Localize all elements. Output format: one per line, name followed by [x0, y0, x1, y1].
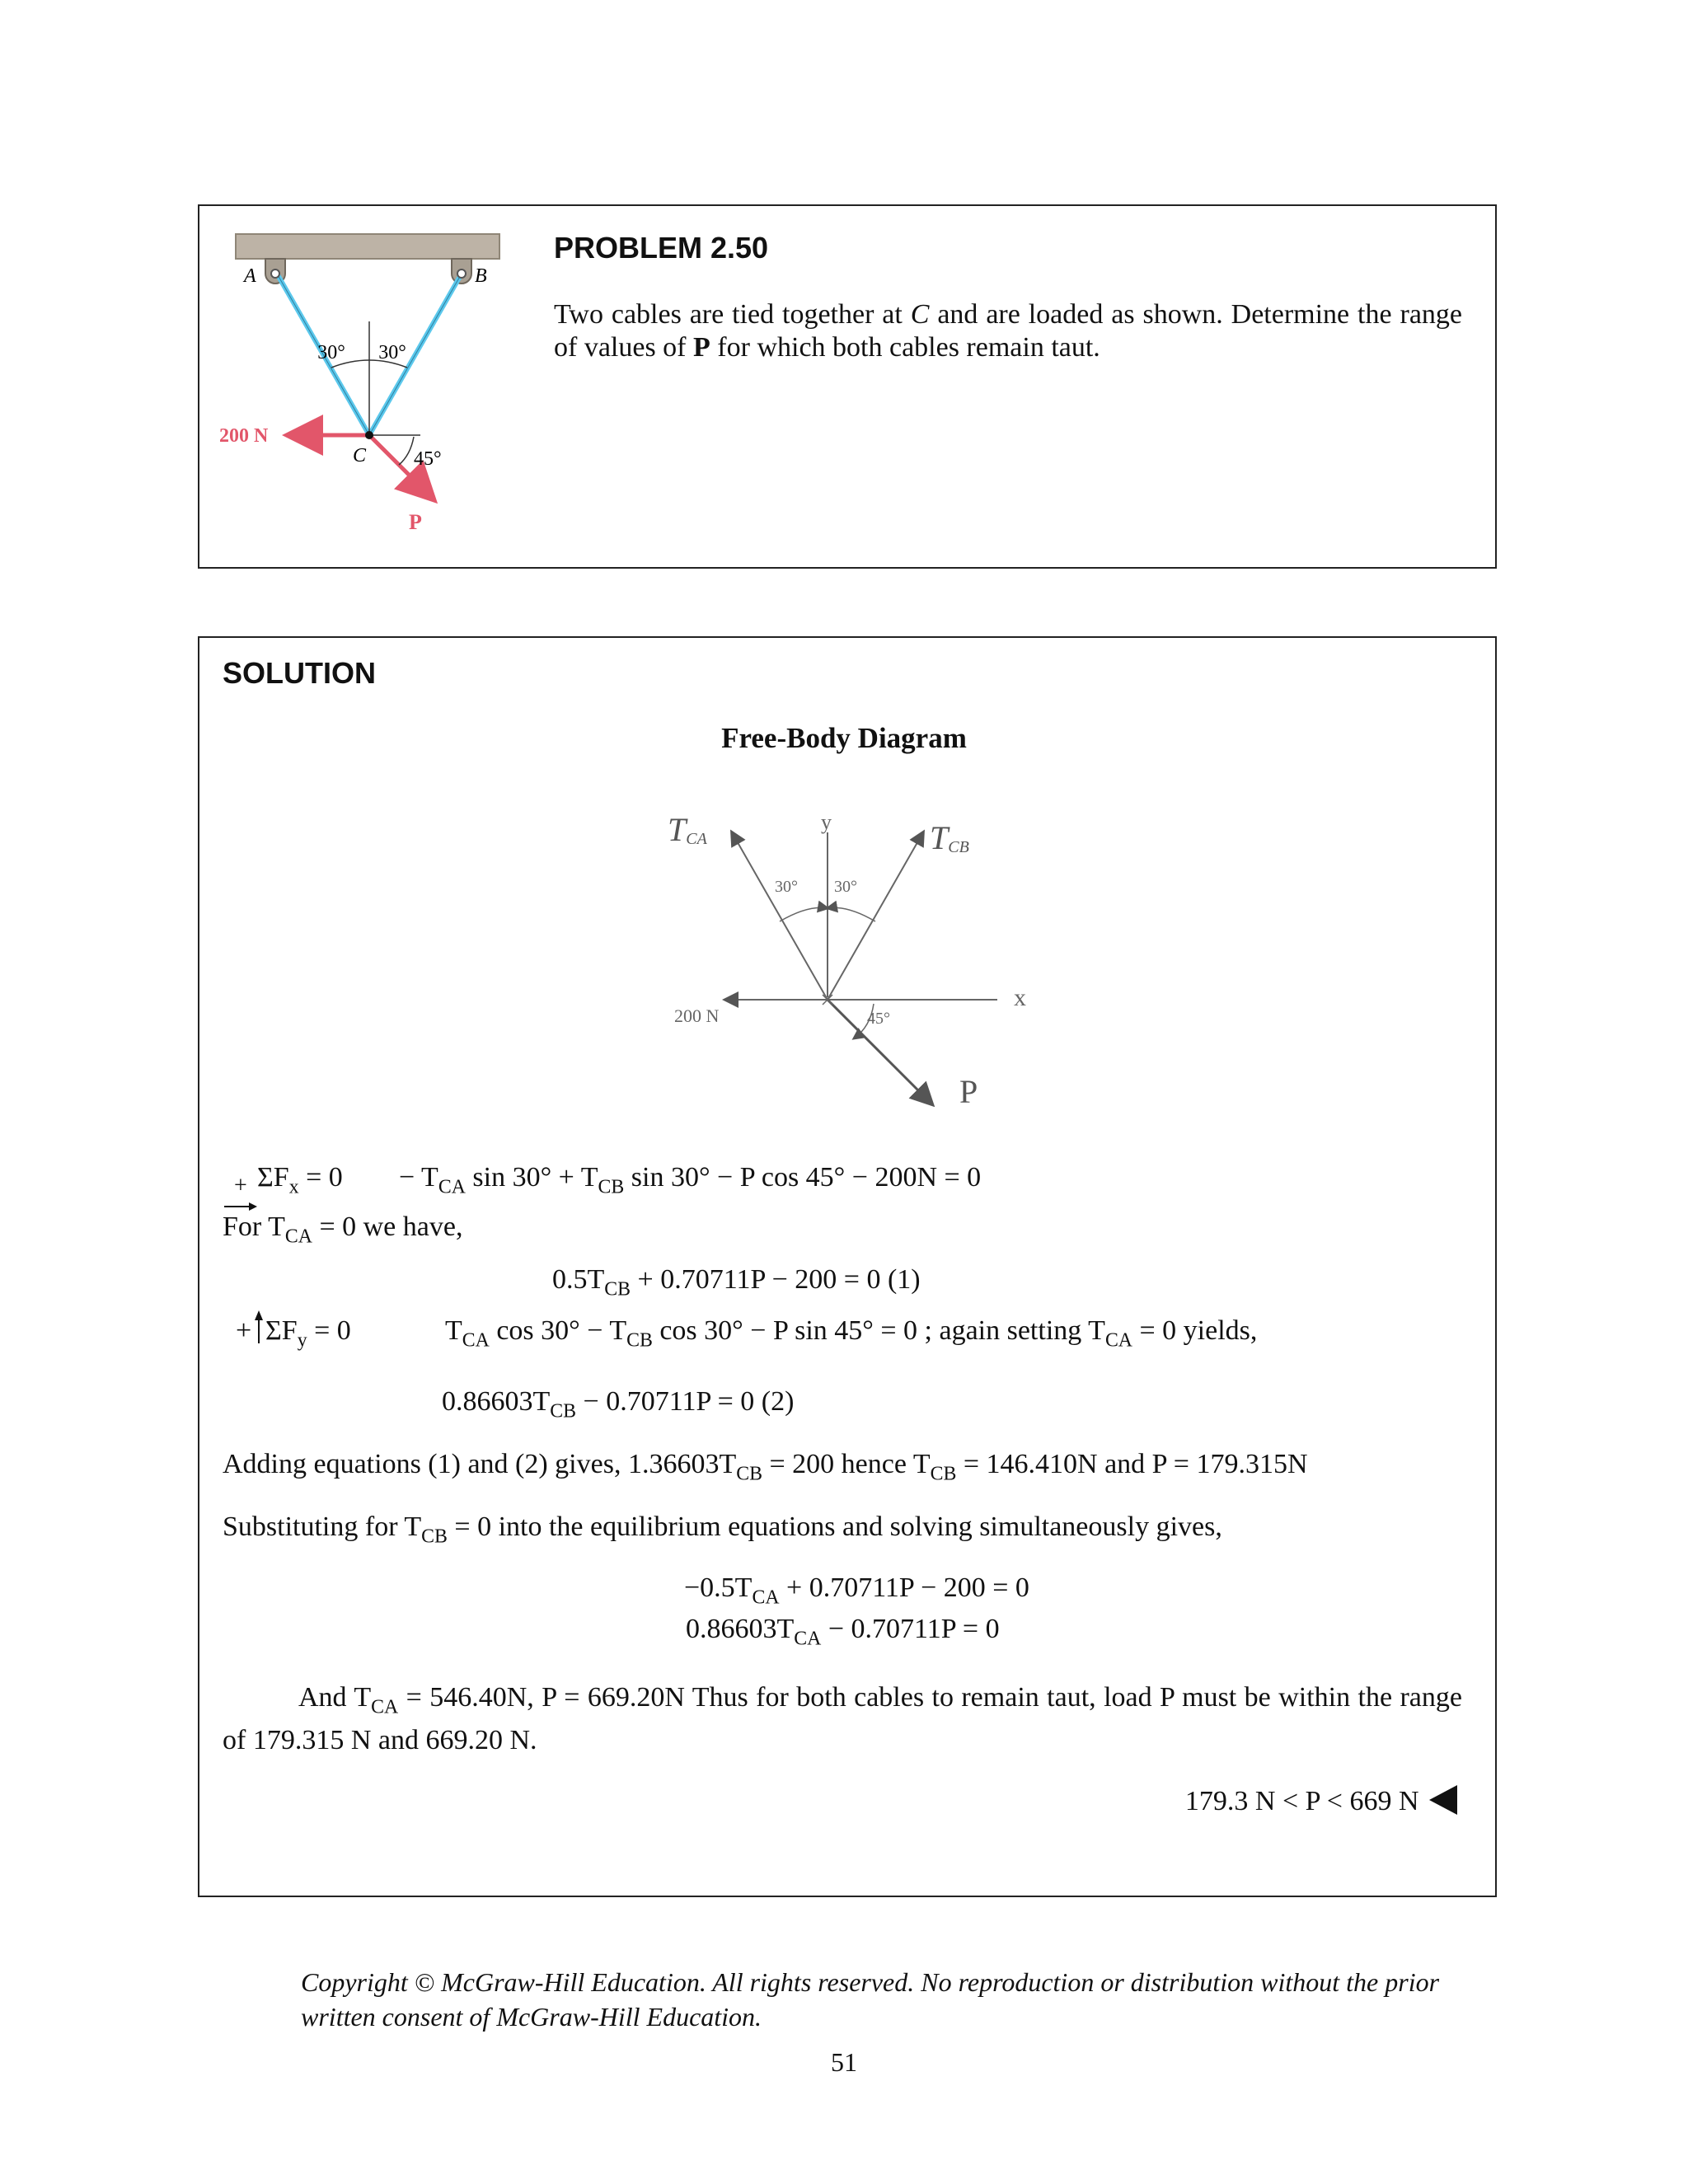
fbd-tcb-label: TCB	[930, 819, 969, 856]
sum-fy-sign: +	[236, 1317, 265, 1345]
fbd-tca-label: TCA	[668, 811, 707, 848]
adding-equations-line: Adding equations (1) and (2) gives, $1.36603T_{CB} = 200$ hence $T_{CB} = 146.410N$ and P = 179.315N	[223, 1449, 1308, 1485]
page-number: 51	[831, 2047, 857, 2077]
ceiling-support	[236, 234, 499, 259]
angle-right-label: 30°	[378, 342, 406, 363]
free-body-diagram	[651, 799, 1063, 1129]
fbd-x-label: x	[1014, 984, 1026, 1011]
problem-statement: Two cables are tied together at C and are loaded as shown. Determine the range of values of P for which both cables remain taut.	[554, 299, 1462, 363]
problem-title: PROBLEM 2.50	[554, 231, 769, 265]
equation-3: $-0.5T_{CA} + 0.70711P - 200 = 0$	[684, 1572, 1029, 1609]
fbd-force-200n-label: 200 N	[674, 1005, 720, 1026]
label-a: A	[244, 265, 256, 287]
angle-p-label: 45°	[414, 448, 442, 470]
sum-fx-label: + $\Sigma F_x = 0$	[224, 1164, 343, 1192]
tcb-vector	[828, 832, 923, 1000]
copyright-notice: Copyright © McGraw-Hill Education. All rights reserved. No reproduction or distribution without the prior written consent of McGraw-Hill Education.	[301, 1967, 1440, 2032]
fbd-angle-p-label: 45°	[867, 1010, 890, 1028]
fbd-force-p-label: P	[959, 1073, 978, 1110]
sum-fy-label: + $\Sigma F_y = 0$	[236, 1317, 351, 1345]
equation-2: $0.86603T_{CB} - 0.70711P = 0$ (2)	[442, 1386, 795, 1422]
angle-left-label: 30°	[317, 342, 345, 363]
problem-figure	[208, 223, 521, 552]
label-c: C	[353, 445, 367, 466]
solution-title: SOLUTION	[223, 656, 376, 690]
conclusion-paragraph: And $T_{CA} = 546.40N$, P = 669.20N Thus for both cables to remain taut, load P must be within the range of 179.315 N and 669.20 N.	[223, 1682, 1462, 1755]
force-p-label: P	[409, 510, 422, 534]
answer-marker-icon	[1429, 1785, 1457, 1815]
equation-1: $0.5T_{CB} + 0.70711P - 200 = 0$ (1)	[552, 1264, 921, 1301]
equation-4: $0.86603T_{CA} - 0.70711P = 0$	[686, 1614, 1000, 1650]
label-b: B	[475, 265, 487, 287]
final-answer: 179.3 N < P < 669 N	[1185, 1785, 1457, 1816]
equation-fy: $T_{CA}$ $\cos 30^\circ - T_{CB}$ cos 30° − P sin 45° = 0 ; again setting $T_{CA} = 0$ yields,	[445, 1315, 1258, 1352]
equation-fx: − $T_{CA}$ $\sin 30^\circ + T_{CB}$ sin 30° − P cos 45° − 200N = 0	[399, 1162, 982, 1198]
for-tca-line: For $T_{CA} = 0$ we have,	[223, 1212, 463, 1248]
fbd-angle-right-label: 30°	[834, 878, 857, 896]
force-200n-label: 200 N	[219, 425, 269, 447]
fbd-angle-left-label: 30°	[775, 878, 798, 896]
fbd-y-label: y	[821, 810, 832, 834]
fbd-title: Free-Body Diagram	[721, 722, 967, 754]
tca-vector	[732, 832, 828, 1000]
substituting-line: Substituting for $T_{CB} = 0$ into the equilibrium equations and solving simultaneously gives,	[223, 1511, 1222, 1548]
